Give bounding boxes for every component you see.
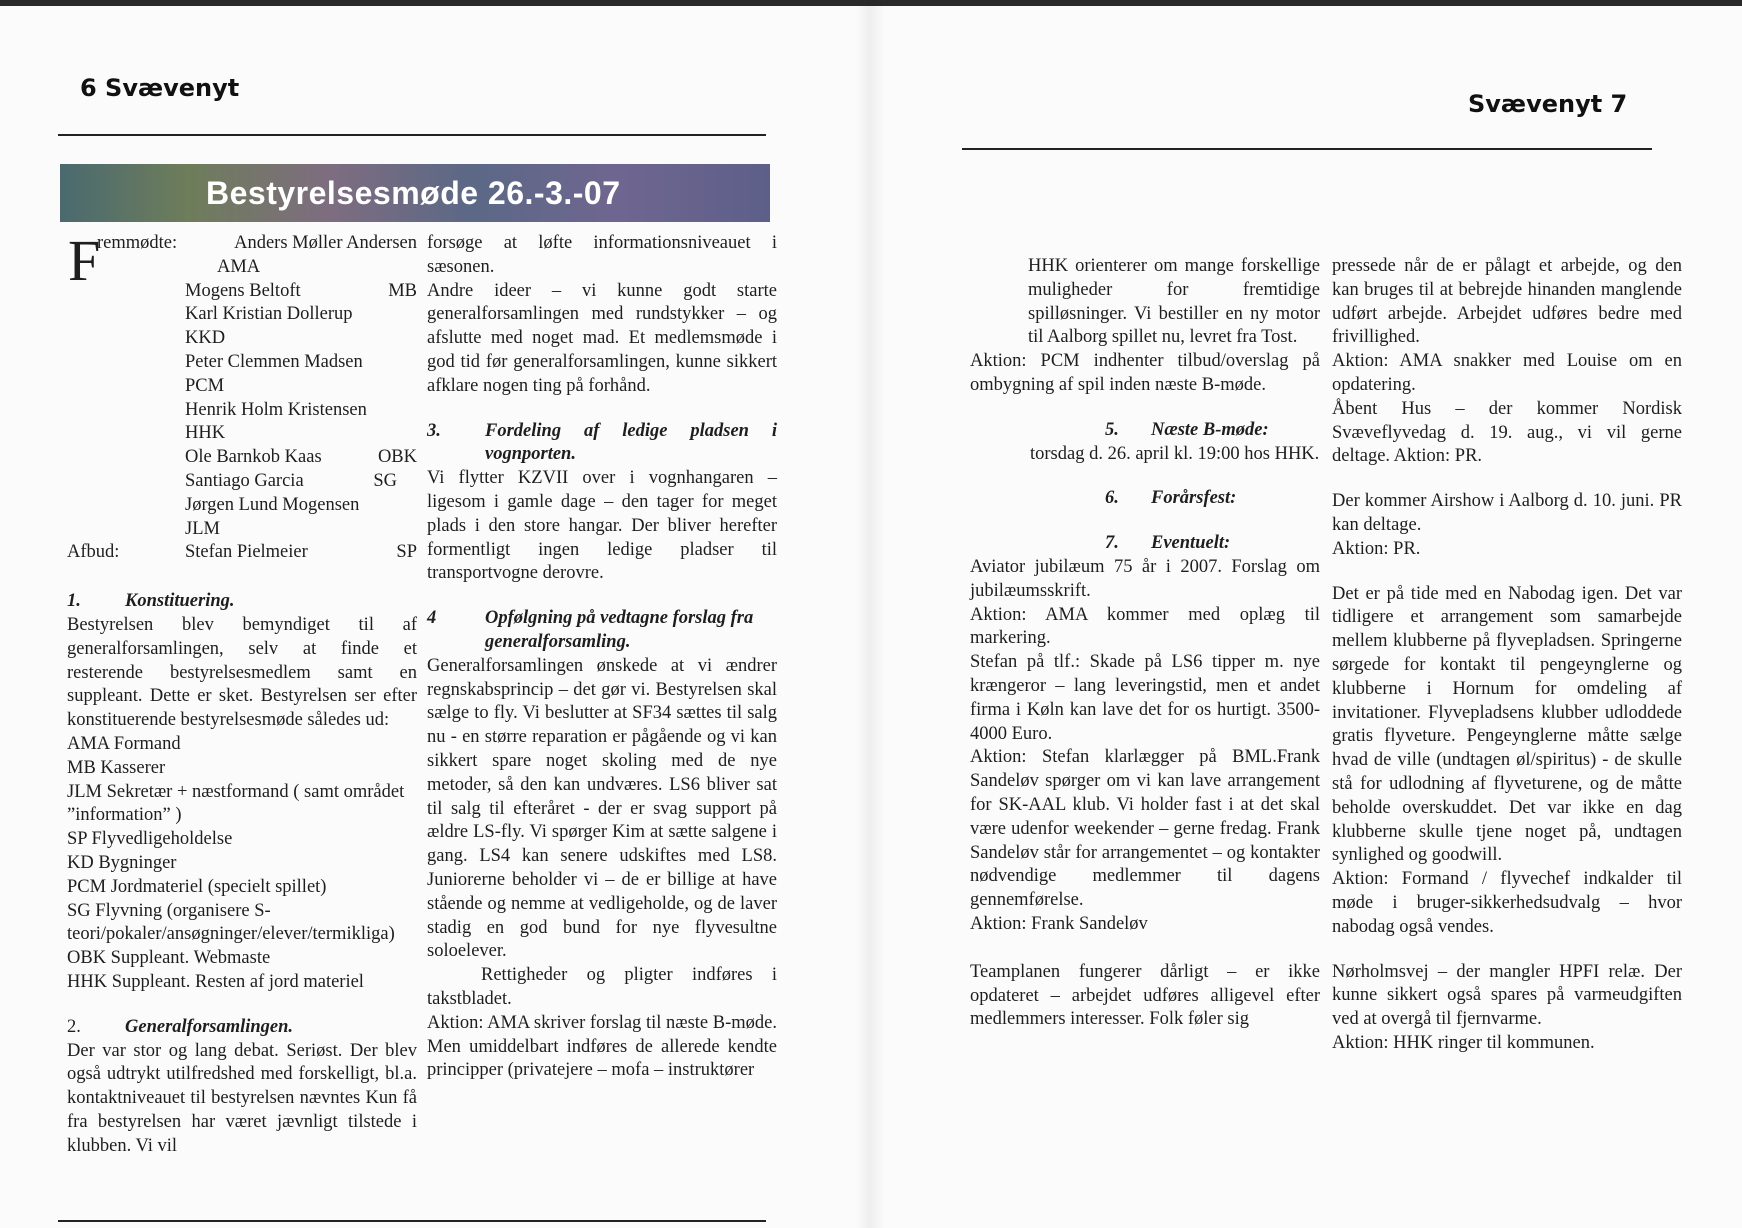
section-3-body: Vi flytter KZVII over i vognhangaren – ligesom i gamle dage – den tager for meget plads i den store hangar. Der bliver herefter formentligt ingen ledige pladser til transportvogne derovre. <box>427 468 777 584</box>
section-4-body: Generalforsamlingen ønskede at vi ændrer regnskabsprincip – det gør vi. Bestyrelsen skal sælge to fly. Vi beslutter at SF34 sættes til salg nu - en større reparation er pågående og vi kan sikkert spare noget skoling med de nye metoder, så den kan undværes. LS6 bliver sat til salg til efteråret - der er svag support på ældre LS-fly. Vi spørger Kim at sætte salgene i gang. LS4 kan senere udskiftes med LS8. Juniorerne beholder vi – de er billige at have stående og nemme at vedligeholde, og de laver stadig en god bund for nye flyvesultne soloelever. <box>427 655 777 962</box>
section-1-body: Bestyrelsen blev bemyndiget til af generalforsamlingen, selv at finde et resterende bestyrelsesmedlem samt en suppleant. Dette er sket. Bestyrelsen ser efter konstituerende bestyrelsesmøde således ud: <box>67 614 417 731</box>
paragraph: Aktion: PCM indhenter tilbud/overslag på ombygning af spil inden næste B-møde. <box>970 351 1320 395</box>
left-header-rule <box>58 134 766 136</box>
right-column-2 <box>1332 255 1682 1056</box>
paragraph: forsøge at løfte informationsniveauet i sæsonen. <box>427 233 777 277</box>
action-line: Aktion: HHK ringer til kommunen. <box>1332 1032 1595 1053</box>
section-5-body: torsdag d. 26. april kl. 19:00 hos HHK. <box>1030 443 1320 464</box>
attendance-code: KKD <box>185 328 226 349</box>
section-4-rights: Rettigheder og pligter indføres i takstbladet. <box>427 965 777 1009</box>
section-7-action: Aktion: Frank Sandeløv <box>970 913 1148 934</box>
section-4-action: Aktion: AMA skriver forslag til næste B-møde. Men umiddelbart indføres de allerede kendte principper (privatejere – mofa – instruktører <box>427 1012 777 1081</box>
attendance-code: PCM <box>185 375 225 396</box>
drop-cap-f: F <box>68 228 101 293</box>
role-item: MB Kasserer <box>67 757 166 778</box>
absent-name: Stefan Pielmeier <box>185 542 308 563</box>
attendance-list <box>67 280 417 542</box>
section-2-body: Der var stor og lang debat. Seriøst. Der blev også udtrykt utilfredshed med forskelligt, bl.a. kontaktniveauet til bestyrelsen nævntes Kun få fra bestyrelsen har været jævnligt tilstede i klubben. Vi vil <box>67 1040 417 1156</box>
attendance-first-line: remmødte: Anders Møller Andersen <box>97 233 417 253</box>
action-line: Aktion: PR. <box>1332 538 1421 559</box>
section-7-paragraph: Stefan på tlf.: Skade på LS6 tipper m. nye krængeror – lang leveringstid, men et andet firma i Køln kan lave det for os hurtigt. 3500-4000 Euro. <box>970 652 1320 744</box>
paragraph: Det er på tide med en Nabodag igen. Det var tidligere et arrangement som samarbejde mellem klubberne på flyvepladsen. Springerne sørgede for kontakt til pengeynglerne og klubberne i Hornum for omdeling af invitationer. Flyvepladsens klubber udloddede gratis flyveture. Pengeynglerne måtte sælge hvad de ville (undtagen øl/spiritus) - de skulle stå for udlodning af flyveturene, og de måtte beholde overskuddet. Det var ikke en dag klubberne skulle tjene noget på, undtagen synlighed og goodwill. <box>1332 583 1682 866</box>
paragraph: Nørholmsvej – der mangler HPFI relæ. Der kunne sikkert også spares på varmeudgiften ved at overgå til fjernvarme. <box>1332 961 1682 1030</box>
page-gutter <box>855 0 885 1228</box>
right-header-rule <box>962 148 1652 150</box>
section-3-heading: 3. Fordeling af ledige pladsen i vognporten. <box>427 420 777 465</box>
left-column-1 <box>67 228 417 1158</box>
attendance-row: Jørgen Lund Mogensen <box>185 494 360 515</box>
attendance-row: Karl Kristian Dollerup <box>185 304 353 325</box>
section-1-heading: 1. Konstituering. <box>67 591 235 612</box>
section-5-heading: 5. Næste B-møde: <box>1105 419 1269 440</box>
paragraph: Teamplanen fungerer dårligt – er ikke opdateret – arbejdet udføres alligevel efter medlemmers interesser. Folk føler sig <box>970 961 1320 1030</box>
article-title: Bestyrelsesmøde 26.-3.-07 <box>206 174 621 211</box>
attendance-code: JLM <box>185 518 220 539</box>
attendance-first-code: AMA <box>217 256 261 277</box>
left-page-header: 6 Svævenyt <box>80 74 240 102</box>
role-item: HHK Suppleant. Resten af jord materiel <box>67 971 364 992</box>
left-footer-rule <box>58 1220 766 1222</box>
section-4-heading: 4 Opfølgning på vedtagne forslag fra generalforsamling. <box>427 608 754 652</box>
paragraph: Åbent Hus – der kommer Nordisk Svæveflyvedag d. 19. aug., vi vil gerne deltage. Aktion: PR. <box>1332 398 1682 467</box>
section-7-heading: 7. Eventuelt: <box>1105 533 1231 554</box>
attendance-code: HHK <box>185 423 226 444</box>
role-item: OBK Suppleant. Webmaste <box>67 948 271 969</box>
paragraph: HHK orienterer om mange forskellige muligheder for fremtidige spilløsninger. Vi bestiller en ny motor til Aalborg spillet nu, levret fra Tost. <box>1028 256 1320 348</box>
section-6-heading: 6. Forårsfest: <box>1105 488 1237 509</box>
role-item: PCM Jordmateriel (specielt spillet) <box>67 876 327 897</box>
attendance-row: Mogens Beltoft MB <box>185 280 417 301</box>
attendance-row: Ole Barnkob Kaas OBK <box>185 447 417 468</box>
right-column-1 <box>970 255 1320 1032</box>
section-7-action: Aktion: AMA kommer med oplæg til markering. <box>970 604 1320 649</box>
left-column-2 <box>427 232 777 1083</box>
action-line: Aktion: AMA snakker med Louise om en opdatering. <box>1332 351 1682 395</box>
section-7-body: Aviator jubilæum 75 år i 2007. Forslag om jubilæumsskrift. <box>970 556 1320 601</box>
section-7-action: Aktion: Stefan klarlægger på BML.Frank Sandeløv spørger om vi kan lave arrangement for SK-AAL klub. Vi holder fast i at det skal være udenfor weekender – gerne fredag. Frank Sandeløv står for arrangementet – og kontakter nødvendige medlemmer til dagens gennemførelse. <box>970 747 1320 911</box>
paragraph: Der kommer Airshow i Aalborg d. 10. juni. PR kan deltage. <box>1332 491 1682 535</box>
role-item: AMA Formand <box>67 733 181 754</box>
role-item: JLM Sekretær + næstformand ( samt området ”information” ) <box>67 781 405 826</box>
action-line: Aktion: Formand / flyvechef indkalder til møde i bruger-sikkerhedsudvalg – hvor nabodag også vendes. <box>1332 869 1682 937</box>
paragraph: Andre ideer – vi kunne godt starte generalforsamlingen med rundstykker – og afslutte med noget mad. Et medlemsmøde i god tid før generalforsamlingen, kunne sikkert afklare nogen ting på forhånd. <box>427 280 777 396</box>
absent-label: Afbud: <box>67 542 120 563</box>
section-2-heading: 2. Generalforsamlingen. <box>67 1016 294 1037</box>
paragraph: pressede når de er pålagt et arbejde, og den kan bruges til at bebrejde hinanden manglende udført arbejde. Arbejdet udføres bedre med frivillighed. <box>1332 256 1682 348</box>
role-item: SG Flyvning (organisere S-teori/pokaler/ansøgninger/elever/termikliga) <box>67 900 395 945</box>
title-banner <box>60 164 770 222</box>
role-item: KD Bygninger <box>67 852 177 873</box>
absent-code: SP <box>396 542 417 563</box>
right-page-header: Svævenyt 7 <box>1468 90 1628 118</box>
role-item: SP Flyvedligeholdelse <box>67 829 233 850</box>
absent-row <box>67 541 417 565</box>
attendance-row: Henrik Holm Kristensen <box>185 399 367 420</box>
attendance-row: Santiago Garcia SG <box>185 470 397 491</box>
attendance-row: Peter Clemmen Madsen <box>185 351 363 372</box>
